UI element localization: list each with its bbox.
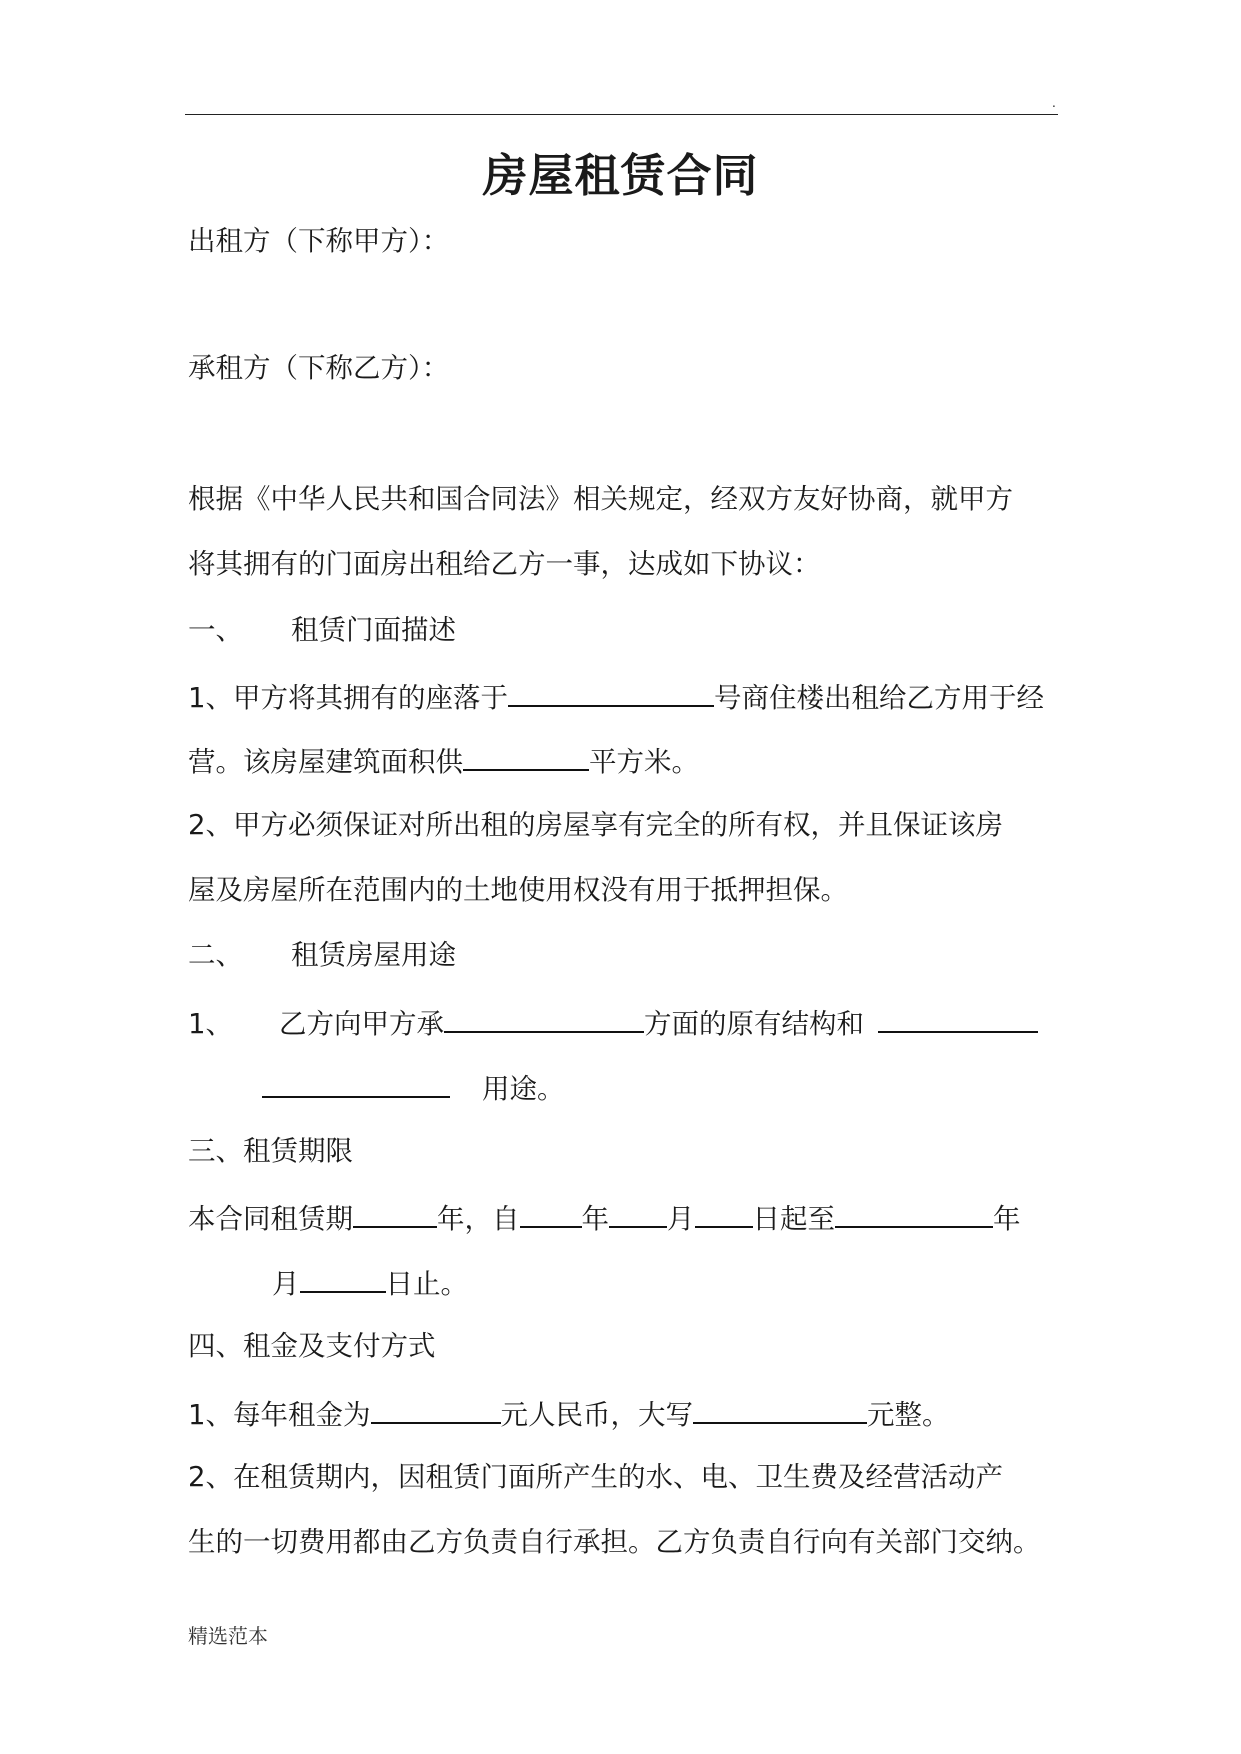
lessee-line: 承租方（下称乙方）： <box>188 352 450 384</box>
section-number: 二、 <box>188 939 243 971</box>
section-4-heading: 四、租金及支付方式 <box>188 1330 436 1362</box>
section-3-term-line-2: 月 日止。 <box>272 1261 468 1304</box>
section-3-term-line-1: 本合同租赁期 年，自 年 月 日起至 年 <box>188 1196 1021 1239</box>
header-rule <box>185 114 1058 115</box>
section-title: 租赁房屋用途 <box>291 939 456 971</box>
section-1-item-1-line-1: 1、甲方将其拥有的座落于 号商住楼出租给乙方用于经 <box>188 675 1044 718</box>
purpose-blank-3[interactable] <box>262 1066 450 1098</box>
section-2-item-1-line-1: 1、 乙方向甲方承 方面的原有结构和 <box>188 1001 1038 1044</box>
section-1-item-2-line-1: 2、甲方必须保证对所出租的房屋享有完全的所有权，并且保证该房 <box>188 809 1003 841</box>
start-year-blank[interactable] <box>520 1196 582 1228</box>
section-1-item-2-line-2: 屋及房屋所在范围内的土地使用权没有用于抵押担保。 <box>188 874 848 906</box>
rent-amount-blank[interactable] <box>371 1392 501 1424</box>
end-month-blank[interactable] <box>300 1261 386 1293</box>
rent-amount-words-blank[interactable] <box>693 1392 867 1424</box>
end-year-blank[interactable] <box>835 1196 993 1228</box>
section-number: 一、 <box>188 614 243 646</box>
term-years-blank[interactable] <box>353 1196 437 1228</box>
purpose-blank-1[interactable] <box>444 1001 644 1033</box>
preamble-line-2: 将其拥有的门面房出租给乙方一事，达成如下协议： <box>188 548 821 580</box>
section-2-item-1-line-2: 用途。 <box>262 1066 565 1109</box>
start-day-blank[interactable] <box>695 1196 753 1228</box>
section-1-item-1-line-2: 营。该房屋建筑面积供 平方米。 <box>188 739 699 782</box>
header-dot: . <box>1052 96 1056 110</box>
section-4-item-2-line-2: 生的一切费用都由乙方负责自行承担。乙方负责自行向有关部门交纳。 <box>188 1526 1041 1558</box>
document-title: 房屋租赁合同 <box>482 149 759 202</box>
section-2-heading <box>188 935 456 975</box>
section-4-item-2-line-1: 2、在租赁期内，因租赁门面所产生的水、电、卫生费及经营活动产 <box>188 1461 1003 1493</box>
start-month-blank[interactable] <box>609 1196 667 1228</box>
area-blank[interactable] <box>463 739 589 771</box>
section-title: 租赁门面描述 <box>291 614 456 646</box>
purpose-blank-2[interactable] <box>878 1001 1038 1033</box>
footer-text: 精选范本 <box>188 1624 268 1648</box>
location-blank[interactable] <box>508 675 714 707</box>
section-3-heading: 三、租赁期限 <box>188 1135 353 1167</box>
lessor-line: 出租方（下称甲方）： <box>188 225 450 257</box>
section-1-heading <box>188 610 456 650</box>
section-4-item-1: 1、每年租金为 元人民币，大写 元整。 <box>188 1392 950 1435</box>
preamble-line-1: 根据《中华人民共和国合同法》相关规定，经双方友好协商，就甲方 <box>188 483 1013 515</box>
